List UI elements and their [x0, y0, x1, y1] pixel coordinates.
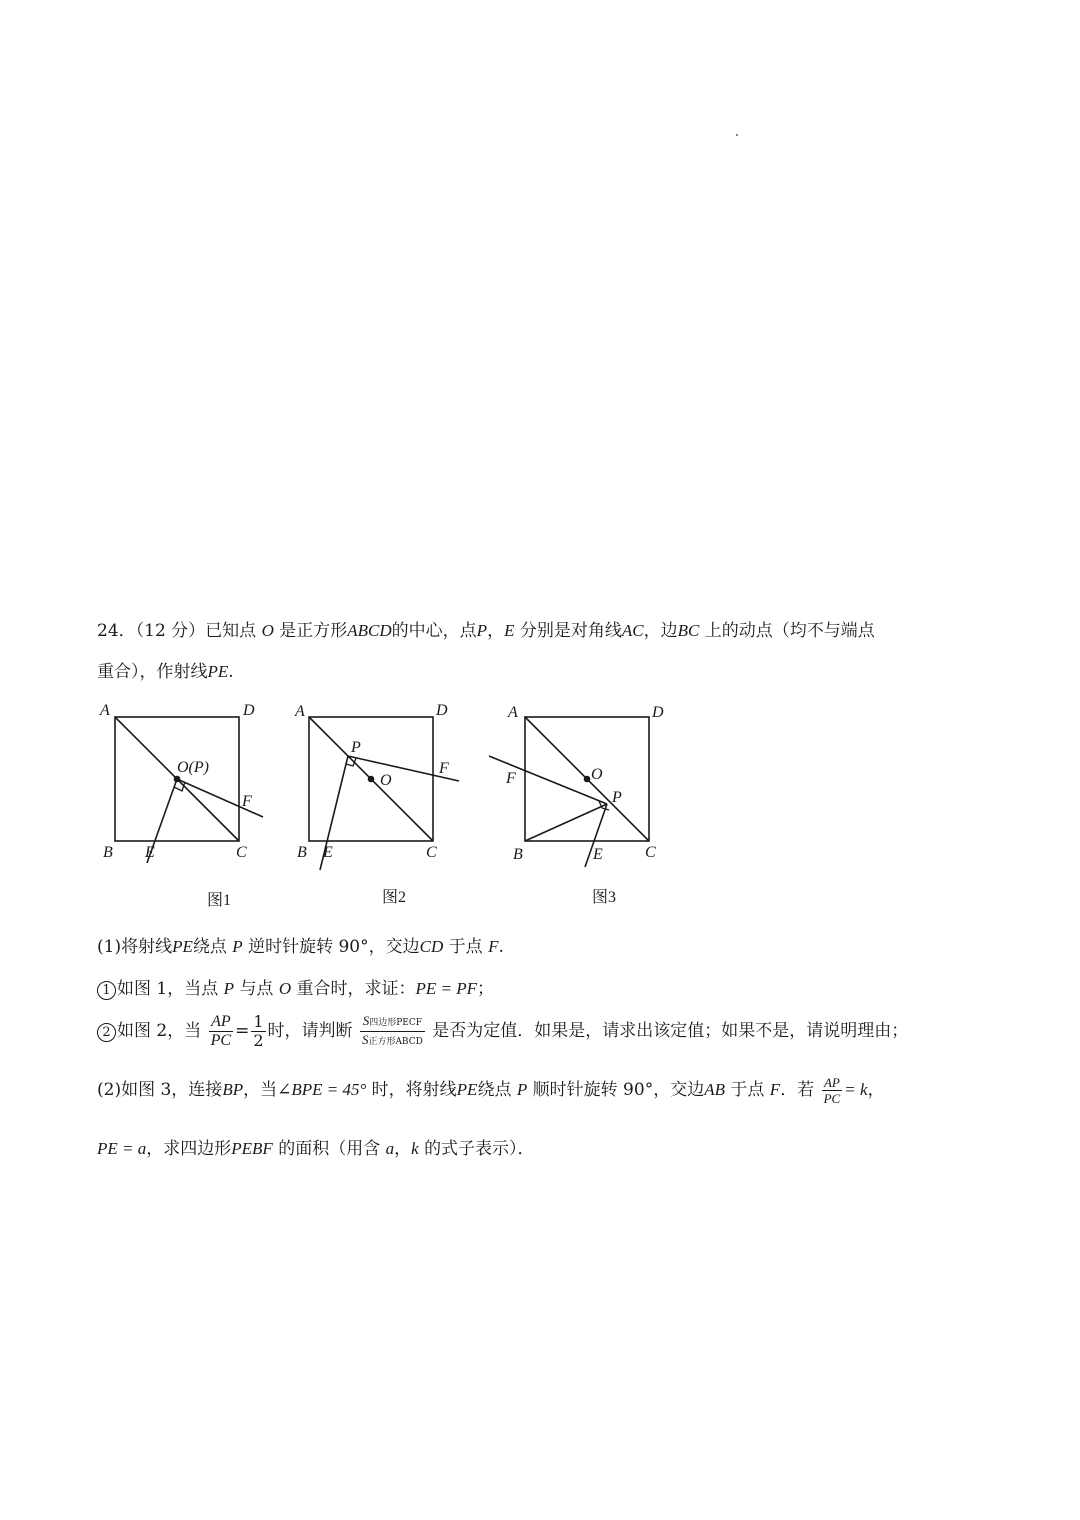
frac-denominator — [360, 1032, 425, 1050]
semicolon: ； — [477, 979, 495, 999]
label-c: C — [426, 844, 437, 861]
label-e: E — [593, 846, 603, 863]
label-c: C — [645, 844, 656, 861]
label-d: D — [436, 702, 448, 719]
sub1-text: 如图 1，当点 — [117, 979, 219, 999]
var-PEBF: PEBF — [231, 1139, 273, 1158]
var-F: F — [488, 937, 499, 956]
part2-text: ，求四边形 — [146, 1139, 232, 1159]
frac-denominator: PC — [823, 1091, 841, 1106]
var-PE: PE — [456, 1080, 478, 1099]
var-PE: PE — [207, 662, 229, 681]
circled-number-1: 1 — [97, 981, 116, 1000]
problem-stem-line2 — [97, 657, 234, 682]
point-o — [584, 776, 591, 783]
part2-line — [97, 1075, 885, 1106]
label-o: O — [380, 772, 392, 789]
circled-number-2: 2 — [97, 1023, 116, 1042]
frac-numerator — [360, 1013, 425, 1032]
sub1-line — [97, 974, 494, 1000]
frac-denominator: PC — [210, 1032, 232, 1049]
figure-1 — [95, 695, 280, 915]
label-op: O(P) — [177, 759, 209, 776]
sub2-text: 时，请判断 — [267, 1021, 353, 1041]
equals-k: = k — [844, 1080, 868, 1099]
period: . — [498, 937, 504, 957]
equals: = — [235, 1021, 250, 1041]
sub2-text: 如图 2，当 — [117, 1021, 202, 1041]
var-AB: AB — [704, 1080, 725, 1099]
part2-text: (2)如图 3，连接 — [97, 1080, 223, 1100]
figure-caption: 图1 — [207, 892, 232, 909]
segment-bp — [525, 804, 607, 841]
stem-text: ，边 — [643, 621, 678, 641]
frac-denominator: 2 — [253, 1031, 264, 1050]
var-ABCD: ABCD — [347, 621, 392, 640]
var-a: a — [385, 1139, 395, 1158]
part1-text: (1)将射线 — [97, 937, 173, 957]
var-PE: PE — [172, 937, 193, 956]
stem-text: 重合），作射线 — [97, 662, 208, 682]
var-k: k — [411, 1139, 419, 1158]
point-o — [368, 776, 375, 783]
frac-numerator: AP — [209, 1013, 233, 1032]
label-e: E — [145, 844, 155, 861]
var-BC: BC — [677, 621, 700, 640]
label-b: B — [103, 844, 113, 861]
var-BP: BP — [222, 1080, 244, 1099]
figure-caption: 图2 — [382, 889, 407, 906]
part1-text: 绕点 — [192, 937, 227, 957]
var-S: S — [361, 1032, 369, 1047]
comma: ， — [487, 621, 505, 641]
part2-text: 的式子表示）． — [424, 1139, 535, 1159]
period: . — [228, 662, 234, 682]
var-AC: AC — [621, 621, 644, 640]
speck-mark — [736, 134, 738, 136]
var-P: P — [476, 621, 488, 640]
part2-text: ．若 — [780, 1080, 815, 1100]
frac-numerator: 1 — [253, 1012, 264, 1031]
label-b: B — [297, 844, 307, 861]
part1-line — [97, 932, 504, 957]
label-f: F — [242, 793, 252, 810]
fraction-area-ratio — [360, 1013, 425, 1050]
label-c: C — [236, 844, 247, 861]
label-p: P — [351, 739, 361, 756]
var-O: O — [278, 979, 292, 998]
sub2-text: 是否为定值．如果是，请求出该定值；如果不是，请说明理由； — [432, 1021, 909, 1041]
part2-text: 绕点 — [477, 1080, 512, 1100]
sub2-line — [97, 1013, 908, 1050]
sub1-text: 重合时，求证： — [296, 979, 416, 999]
label-a: A — [295, 703, 305, 720]
fraction-ap-pc — [209, 1013, 233, 1050]
frac-numerator: AP — [822, 1075, 843, 1091]
fraction-ap-pc — [822, 1075, 843, 1106]
figure-caption: 图3 — [592, 889, 617, 906]
figure-2 — [290, 695, 475, 915]
subscript: 正方形ABCD — [368, 1037, 423, 1047]
problem-stem-line1 — [97, 616, 875, 641]
angle-bpe: ∠BPE = 45° — [277, 1080, 367, 1099]
var-E: E — [504, 621, 515, 640]
problem-number: 24． — [97, 621, 136, 641]
var-S: S — [362, 1013, 370, 1028]
part1-text: 逆时针旋转 90°，交边 — [248, 937, 420, 957]
label-e: E — [323, 844, 333, 861]
part2-text: ，当 — [243, 1080, 278, 1100]
var-P: P — [516, 1080, 528, 1099]
equation-pe-a: PE = a — [97, 1139, 147, 1158]
part2-text: 时，将射线 — [371, 1080, 457, 1100]
subscript: 四边形PECF — [369, 1018, 423, 1028]
label-a: A — [508, 704, 518, 721]
comma: ， — [394, 1139, 412, 1159]
label-p: P — [612, 789, 622, 806]
label-d: D — [243, 702, 255, 719]
stem-text: 分别是对角线 — [519, 621, 622, 641]
label-f: F — [506, 770, 516, 787]
part2-line2 — [97, 1134, 535, 1159]
stem-text: 的中心，点 — [391, 621, 477, 641]
sub1-text: 与点 — [239, 979, 274, 999]
equation-pe-pf: PE = PF — [415, 979, 478, 998]
var-CD: CD — [419, 937, 444, 956]
var-P: P — [223, 979, 235, 998]
label-f: F — [439, 760, 449, 777]
label-d: D — [652, 704, 664, 721]
comma: ， — [867, 1080, 885, 1100]
label-a: A — [100, 702, 110, 719]
var-F: F — [769, 1080, 781, 1099]
figure-3 — [485, 695, 685, 915]
fraction-half — [251, 1013, 265, 1050]
label-o: O — [591, 766, 603, 783]
stem-text: 是正方形 — [279, 621, 348, 641]
part2-text: 于点 — [730, 1080, 765, 1100]
stem-text: 上的动点（均不与端点 — [704, 621, 875, 641]
point-o — [174, 776, 181, 783]
part1-text: 于点 — [448, 937, 483, 957]
label-b: B — [513, 846, 523, 863]
part2-text: 的面积（用含 — [278, 1139, 381, 1159]
part2-text: 顺时针旋转 90°，交边 — [532, 1080, 705, 1100]
stem-text: 已知点 — [205, 621, 257, 641]
problem-score: （12 分） — [135, 621, 206, 641]
var-O: O — [261, 621, 274, 640]
var-P: P — [232, 937, 243, 956]
